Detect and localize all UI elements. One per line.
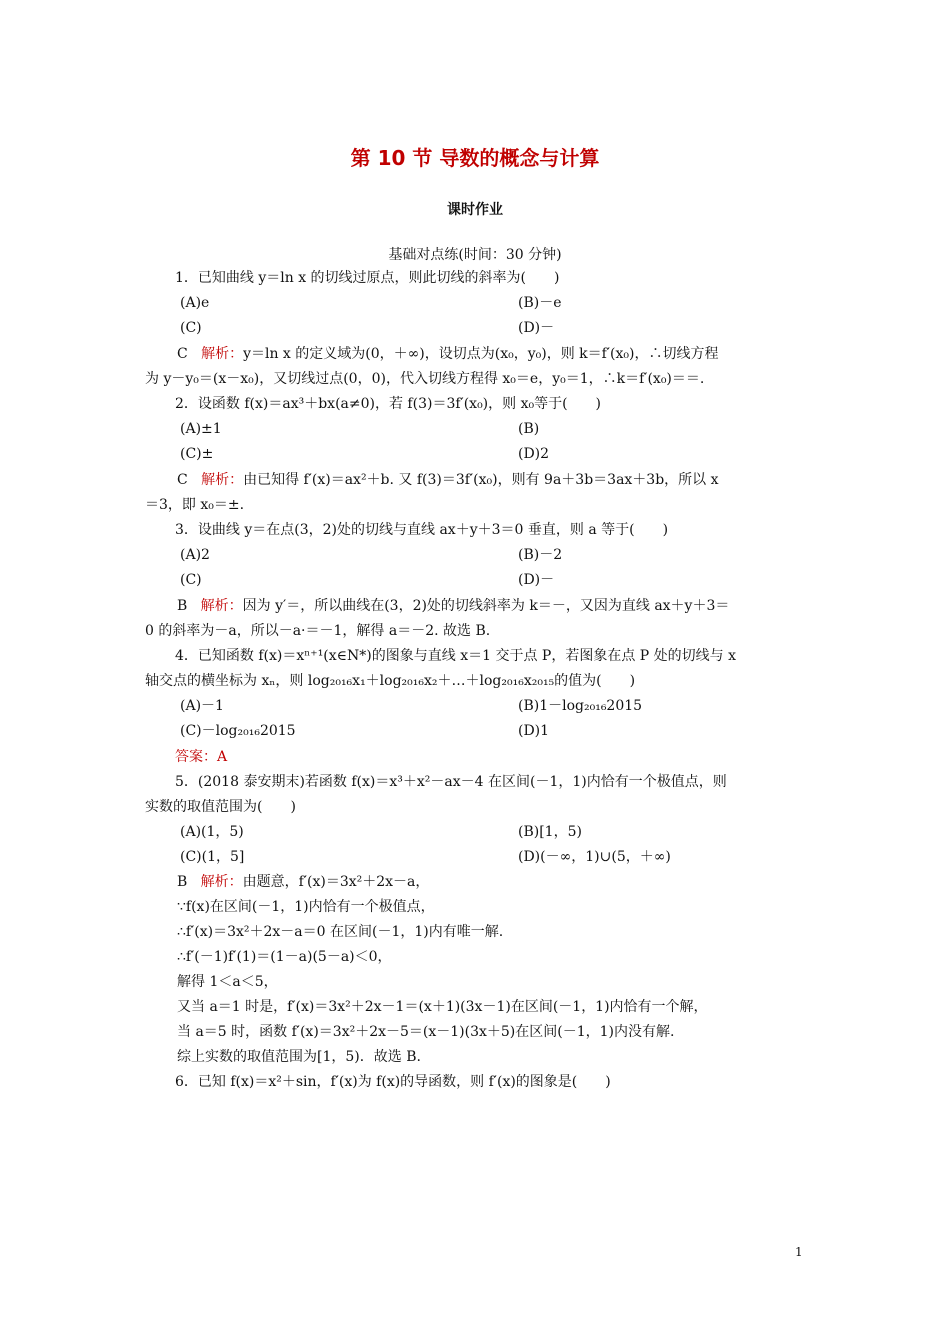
q3-solution-line-2: 0 的斜率为－a，所以－a·＝－1，解得 a＝－2. 故选 B. <box>145 623 491 639</box>
q5-answer: B <box>177 874 188 890</box>
q5-solution-label: 解析： <box>200 874 243 890</box>
q3-option-b: (B)－2 <box>518 547 563 563</box>
q2-solution-line-1 <box>145 468 842 493</box>
q2-option-d: (D)2 <box>518 446 550 462</box>
q5-solution-line-7: 当 a＝5 时，函数 f′(x)＝3x²＋2x－5＝(x－1)(3x＋5)在区间(－1，1)内没有解. <box>177 1024 675 1040</box>
q4-option-a: (A)－1 <box>180 698 224 714</box>
q3-solution-label: 解析： <box>200 598 243 614</box>
q3-stem: 3．设曲线 y＝在点(3，2)处的切线与直线 ax＋y＋3＝0 垂直，则 a 等于( ) <box>175 522 669 538</box>
q3-option-d: (D)－ <box>518 572 555 588</box>
q1-stem: 1．已知曲线 y＝ln x 的切线过原点，则此切线的斜率为( ) <box>175 270 560 286</box>
q5-solution-text-1: 由题意，f′(x)＝3x²＋2x－a， <box>242 874 430 890</box>
q4-stem-line-2: 轴交点的横坐标为 xₙ，则 log₂₀₁₆x₁＋log₂₀₁₆x₂＋…＋log₂₀₁₆x₂₀₁₅的值为( ) <box>145 673 636 689</box>
q3-option-c: (C) <box>180 572 202 588</box>
q5-solution-line-5: 解得 1＜a＜5， <box>177 974 278 990</box>
q1-option-b: (B)－e <box>518 295 562 311</box>
q3-answer: B <box>177 598 188 614</box>
q2-option-a: (A)±1 <box>180 421 222 437</box>
q1-answer: C <box>177 346 188 362</box>
q6-stem: 6．已知 f(x)＝x²＋sin，f′(x)为 f(x)的导函数，则 f′(x)的图象是( ) <box>175 1074 611 1090</box>
q2-option-c: (C)± <box>180 446 214 462</box>
q4-option-d: (D)1 <box>518 723 550 739</box>
q5-solution-line-8: 综上实数的取值范围为[1，5)．故选 B. <box>177 1049 421 1065</box>
section-heading: 基础对点练(时间：30 分钟) <box>388 247 562 263</box>
q5-solution-line-1 <box>145 870 842 895</box>
page-subtitle: 课时作业 <box>447 202 503 218</box>
q1-option-d: (D)－ <box>518 320 555 336</box>
q1-option-c: (C) <box>180 320 202 336</box>
q5-solution-line-3: ∴f′(x)＝3x²＋2x－a＝0 在区间(－1，1)内有唯一解. <box>177 924 504 940</box>
q1-solution-label: 解析： <box>201 346 244 362</box>
q4-stem-line-1: 4．已知函数 f(x)＝xⁿ⁺¹(x∈N*)的图象与直线 x＝1 交于点 P，若图象在点 P 处的切线与 x <box>175 648 736 664</box>
page-title: 第 10 节 导数的概念与计算 <box>350 146 600 170</box>
page-number: 1 <box>795 1245 803 1259</box>
q1-solution-line-2: 为 y－y₀＝(x－x₀)，又切线过点(0，0)，代入切线方程得 x₀＝e，y₀＝1，∴k＝f′(x₀)＝＝. <box>145 371 705 387</box>
q1-solution-line-1 <box>145 342 842 367</box>
q5-option-b: (B)[1，5) <box>518 824 582 840</box>
q4-option-b: (B)1－log₂₀₁₆2015 <box>518 698 643 714</box>
q2-stem: 2．设函数 f(x)＝ax³＋bx(a≠0)，若 f(3)＝3f′(x₀)，则 x₀等于( ) <box>175 396 602 412</box>
q5-solution-line-2: ∵f(x)在区间(－1，1)内恰有一个极值点， <box>177 899 435 915</box>
q2-answer: C <box>177 472 188 488</box>
q5-solution-line-6: 又当 a＝1 时是，f′(x)＝3x²＋2x－1＝(x＋1)(3x－1)在区间(－1，1)内恰有一个解， <box>177 999 708 1015</box>
q5-stem-line-2: 实数的取值范围为( ) <box>145 799 296 815</box>
q4-answer: 答案：A <box>175 749 228 765</box>
q1-solution-text-1: y＝ln x 的定义域为(0，＋∞)，设切点为(x₀，y₀)，则 k＝f′(x₀)，∴切线方程 <box>243 346 719 362</box>
q2-option-b: (B) <box>518 421 540 437</box>
q5-stem-line-1: 5．(2018 泰安期末)若函数 f(x)＝x³＋x²－ax－4 在区间(－1，1)内恰有一个极值点，则 <box>175 774 727 790</box>
q2-solution-text-1: 由已知得 f′(x)＝ax²＋b. 又 f(3)＝3f′(x₀)，则有 9a＋3b＝3ax＋3b，所以 x <box>243 472 719 488</box>
q2-solution-line-2: ＝3，即 x₀＝±. <box>145 497 245 513</box>
q1-option-a: (A)e <box>180 295 210 311</box>
q5-option-a: (A)(1，5) <box>180 824 244 840</box>
q3-solution-line-1 <box>145 594 842 619</box>
q5-option-d: (D)(－∞，1)∪(5，＋∞) <box>518 849 671 865</box>
q4-option-c: (C)－log₂₀₁₆2015 <box>180 723 296 739</box>
q3-solution-text-1: 因为 y′＝，所以曲线在(3，2)处的切线斜率为 k＝－，又因为直线 ax＋y＋3＝ <box>242 598 730 614</box>
q3-option-a: (A)2 <box>180 547 210 563</box>
q5-solution-line-4: ∴f′(－1)f′(1)＝(1－a)(5－a)＜0， <box>177 949 392 965</box>
q5-option-c: (C)(1，5] <box>180 849 245 865</box>
q2-solution-label: 解析： <box>201 472 244 488</box>
